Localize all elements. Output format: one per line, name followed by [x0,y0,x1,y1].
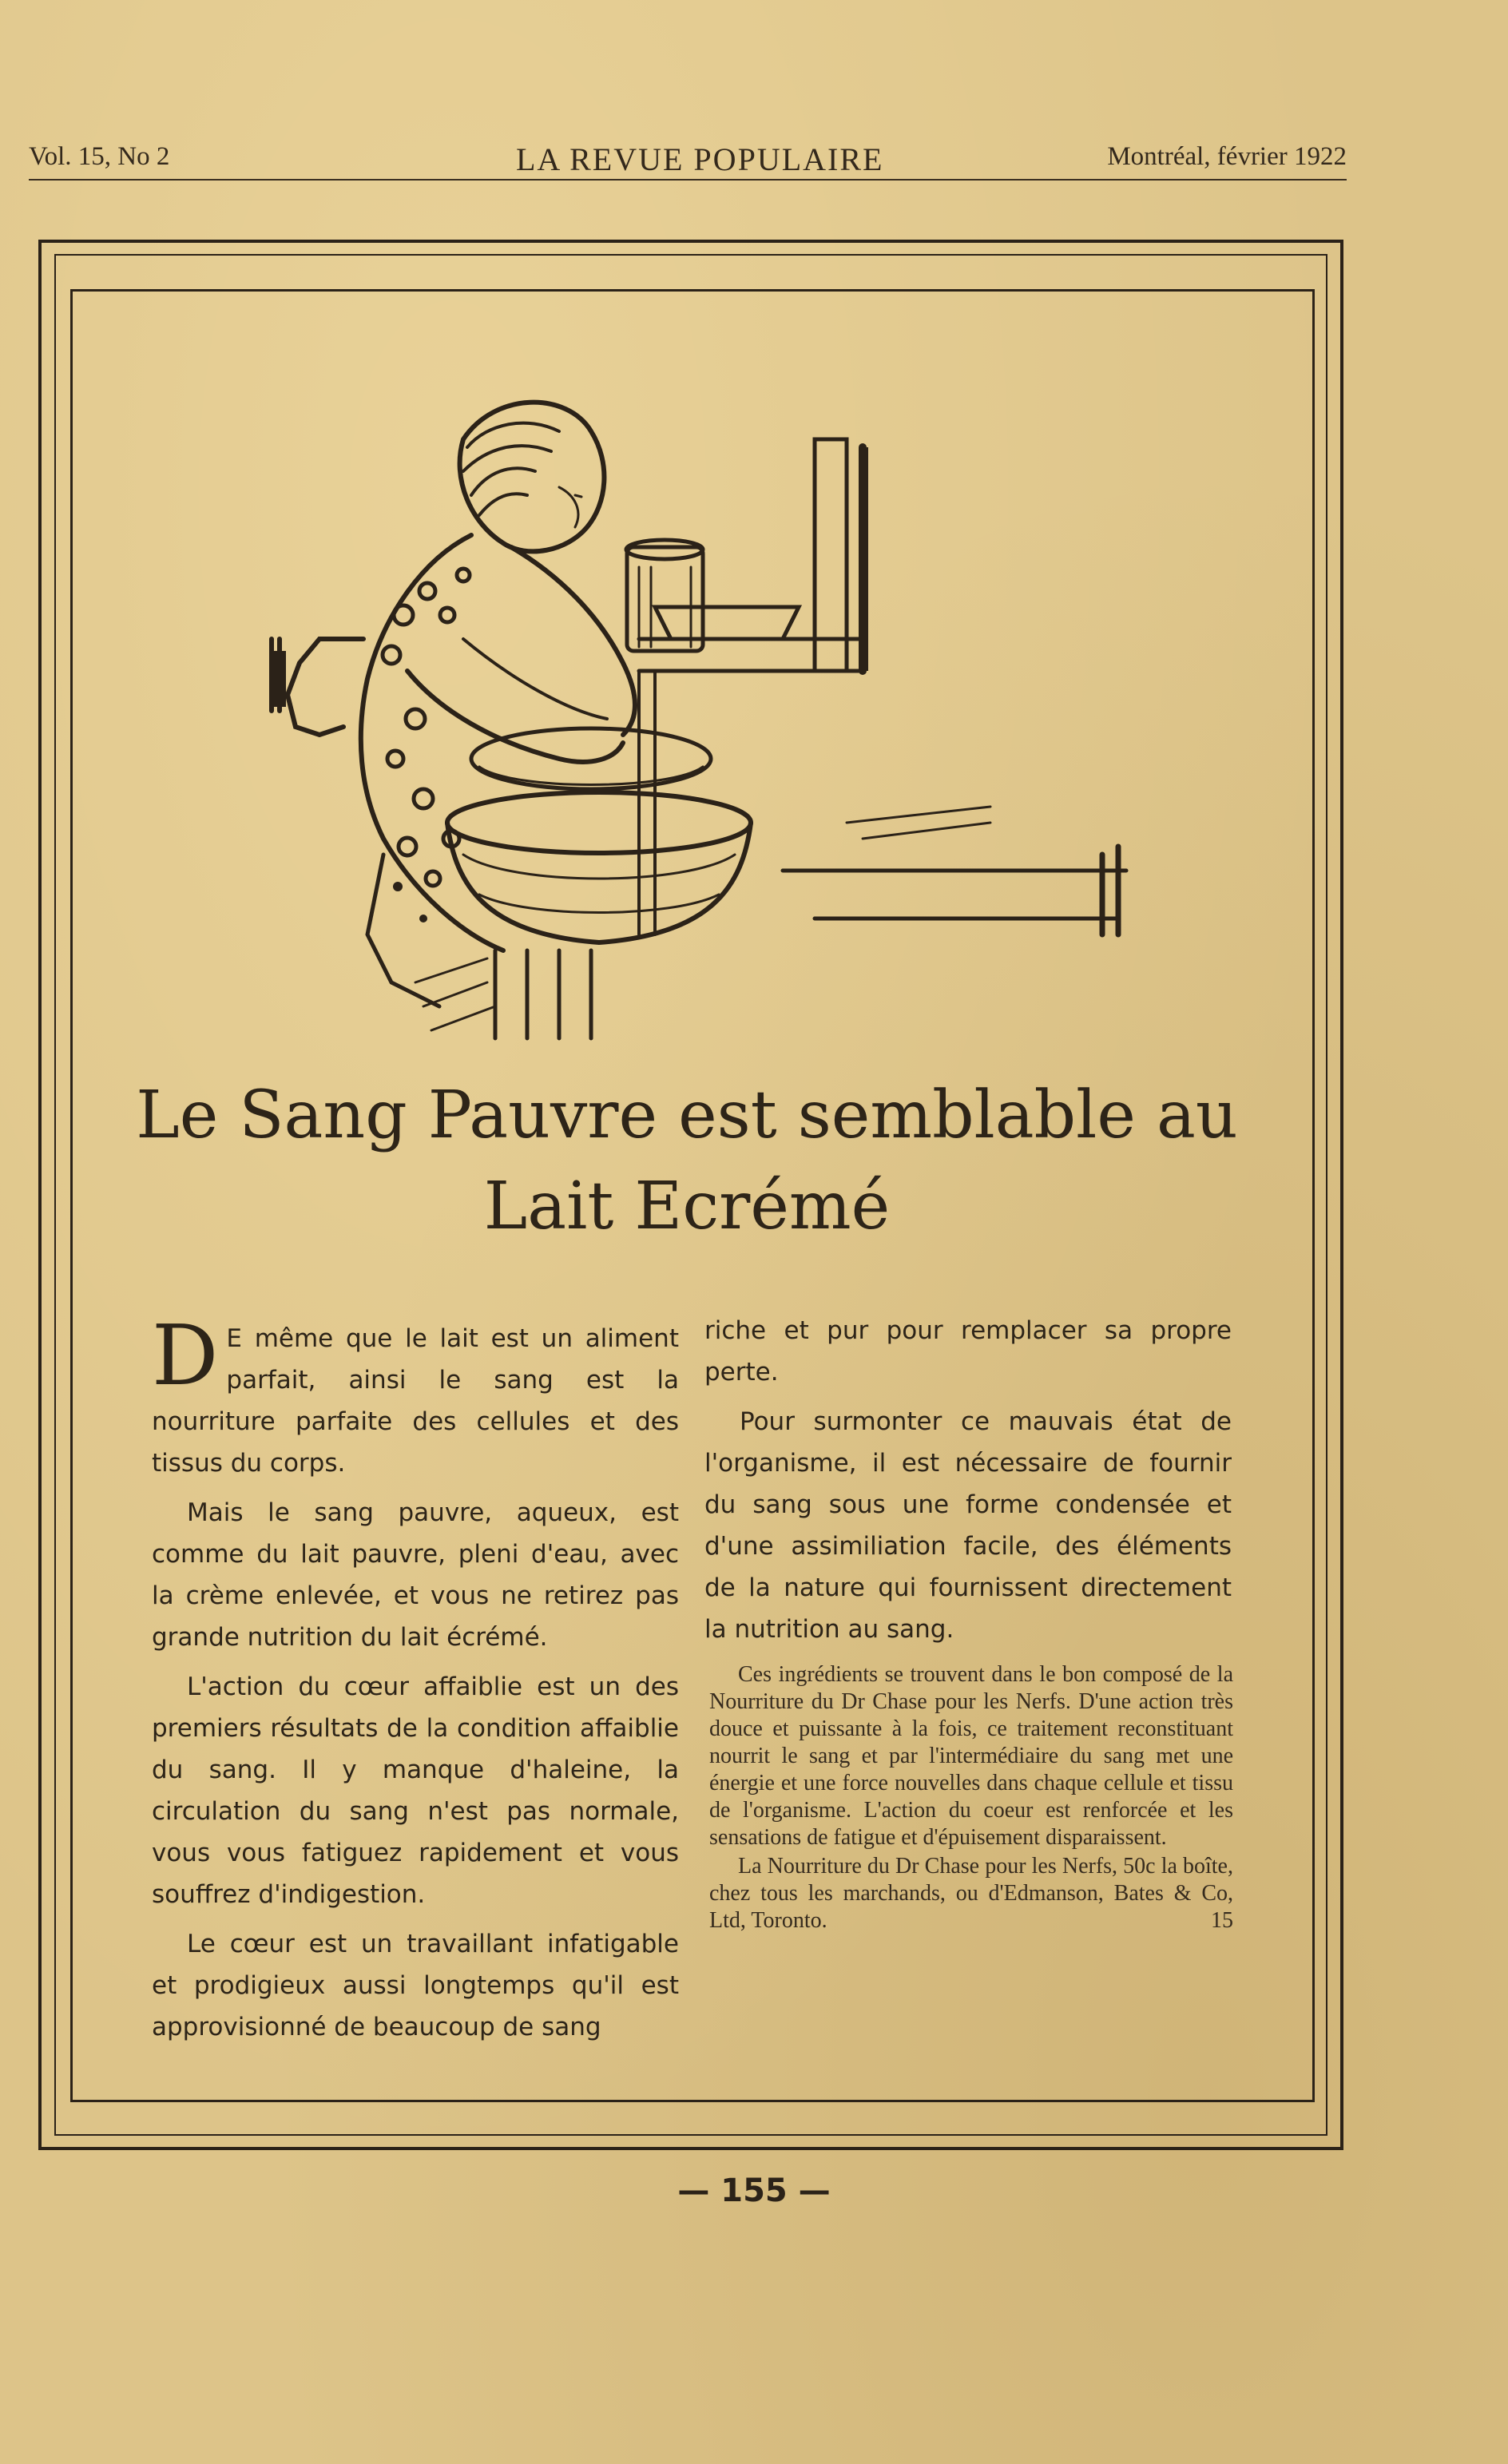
fine-print-paragraph-2 [709,1853,1233,1934]
fine-print [709,1661,1233,1936]
headline-line-2: Lait Ecrémé [483,1169,891,1244]
magazine-title: LA REVUE POPULAIRE [516,141,884,177]
volume-number: Vol. 15, No 2 [29,142,170,171]
paragraph-2: Mais le sang pauvre, aqueux, est comme du lait pauvre, pleni d'eau, avec la crème enlevée, et vous ne retirez pas grande nutrition du lait écrémé. [152,1498,679,1652]
page-header [29,137,1347,185]
header-rule [29,179,1347,181]
headline-line-1: Le Sang Pauvre est semblable au [136,1077,1238,1153]
girl-washing-dishes-illustration [224,375,1134,1046]
page-number: — 155 — [677,2172,831,2209]
place-date: Montréal, février 1922 [1107,142,1347,171]
paragraph-3: L'action du cœur affaiblie est un des premiers résultats de la condition affaiblie du sang. Il y manque d'haleine, la circulation du sang n'est pas normale, vous vous fatiguez rapidement et vous souffrez d'indigestion. [152,1672,679,1909]
ad-number: 15 [1211,1908,1233,1933]
paragraph-5: riche et pur pour remplacer sa propre perte. [704,1316,1232,1387]
paragraph-1-text: E même que le lait est un aliment parfait, ainsi le sang est la nourriture parfaite des cellules et des tissus du corps. [152,1324,679,1478]
left-column [152,1307,679,2056]
fine-print-paragraph-2-text: La Nourriture du Dr Chase pour les Nerfs, 50c la boîte, chez tous les marchands, ou d'Edmanson, Bates & Co, Ltd, Toronto. [709,1854,1233,1933]
drop-cap: D [152,1307,219,1404]
fine-print-paragraph-1: Ces ingrédients se trouvent dans le bon composé de la Nourriture du Dr Chase pour les Nerfs. D'une action très douce et puissante à la fois, ce traitement reconstituant nourrit le sang et par l'intermédiaire du sang met une énergie et une force nouvelles dans chaque cellule et tissu de l'organisme. L'action du coeur est renforcée et les sensations de fatigue et d'épuisement disparaissent. [709,1662,1233,1850]
headline [128,1070,1246,1252]
paragraph-1 [152,1307,679,1484]
paragraph-6: Pour surmonter ce mauvais état de l'organisme, il est nécessaire de fournir du sang sous une forme condensée et d'une assimiliation facile, des éléments de la nature qui fournissent directement la nutrition au sang. [704,1407,1232,1644]
right-column [704,1310,1232,1658]
paragraph-4: Le cœur est un travaillant infatigable et prodigieux aussi longtemps qu'il est approvisionné de beaucoup de sang [152,1930,679,2041]
